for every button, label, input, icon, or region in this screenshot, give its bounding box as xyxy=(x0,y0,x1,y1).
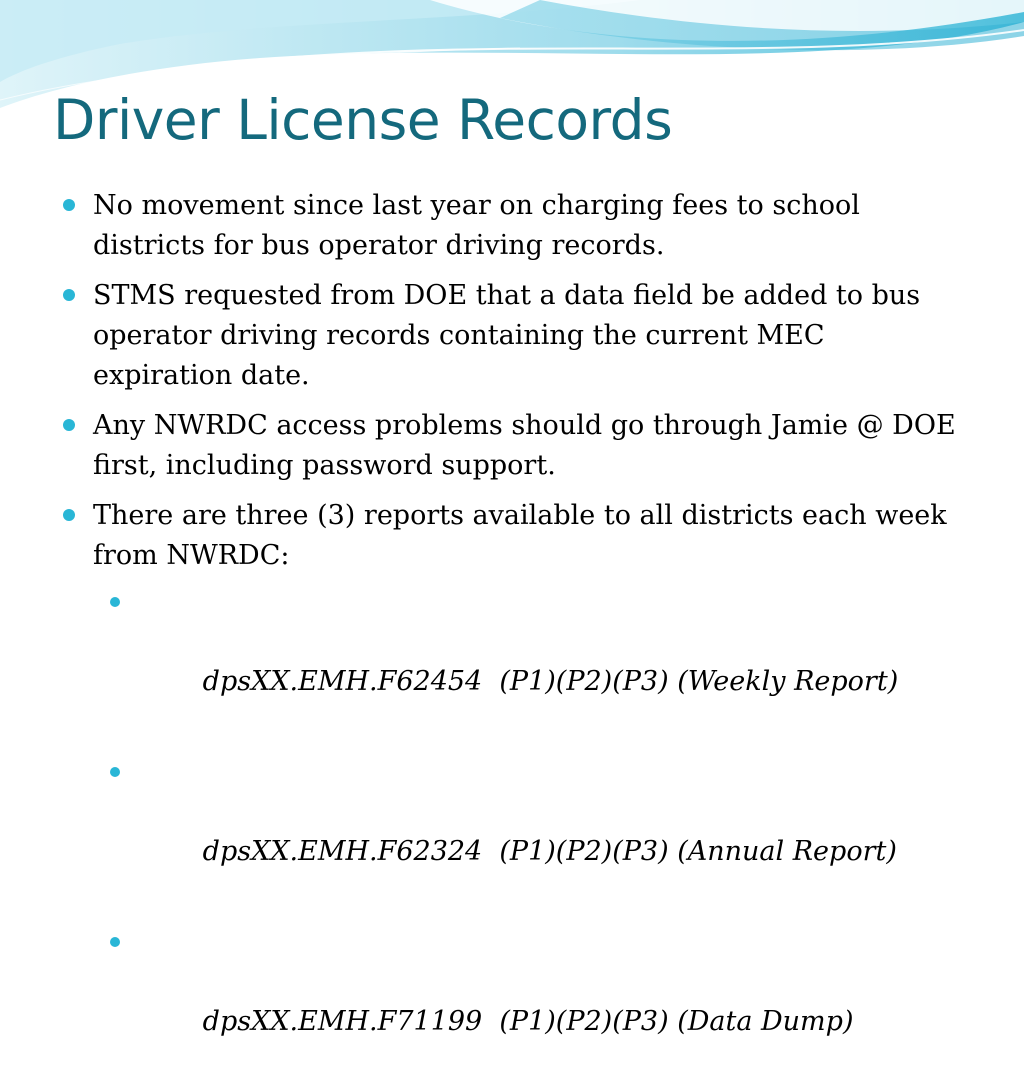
sub-bullet-list xyxy=(62,582,962,1082)
sub-bullet-item xyxy=(62,752,962,912)
sub-bullet-text: dpsXX.EMH.F62454 (P1)(P2)(P3) (Weekly Report) xyxy=(202,666,899,697)
bullet-text: Any NWRDC access problems should go through Jamie @ DOE first, including password support. xyxy=(93,410,956,481)
bullet-item xyxy=(62,496,962,576)
bullet-dot-icon xyxy=(63,419,75,431)
sub-bullet-item xyxy=(62,582,962,742)
sub-bullet-dot-icon xyxy=(110,597,120,607)
bullet-dot-icon xyxy=(63,289,75,301)
bullet-text: No movement since last year on charging fees to school districts for bus operator driving records. xyxy=(93,190,860,261)
slide-title: Driver License Records xyxy=(53,88,673,152)
sub-bullet-text: dpsXX.EMH.F62324 (P1)(P2)(P3) (Annual Report) xyxy=(202,836,897,867)
bullet-item xyxy=(62,406,962,486)
sub-bullet-dot-icon xyxy=(110,937,120,947)
bullet-text: There are three (3) reports available to all districts each week from NWRDC: xyxy=(93,500,947,571)
bullet-text: STMS requested from DOE that a data field be added to bus operator driving records containing the current MEC expiration date. xyxy=(93,280,921,391)
sub-bullet-item xyxy=(62,922,962,1082)
sub-bullet-text: dpsXX.EMH.F71199 (P1)(P2)(P3) (Data Dump) xyxy=(202,1006,854,1037)
bullet-item xyxy=(62,186,962,266)
slide-content xyxy=(62,186,962,1092)
bullet-item xyxy=(62,276,962,396)
bullet-dot-icon xyxy=(63,509,75,521)
bullet-dot-icon xyxy=(63,199,75,211)
sub-bullet-dot-icon xyxy=(110,767,120,777)
